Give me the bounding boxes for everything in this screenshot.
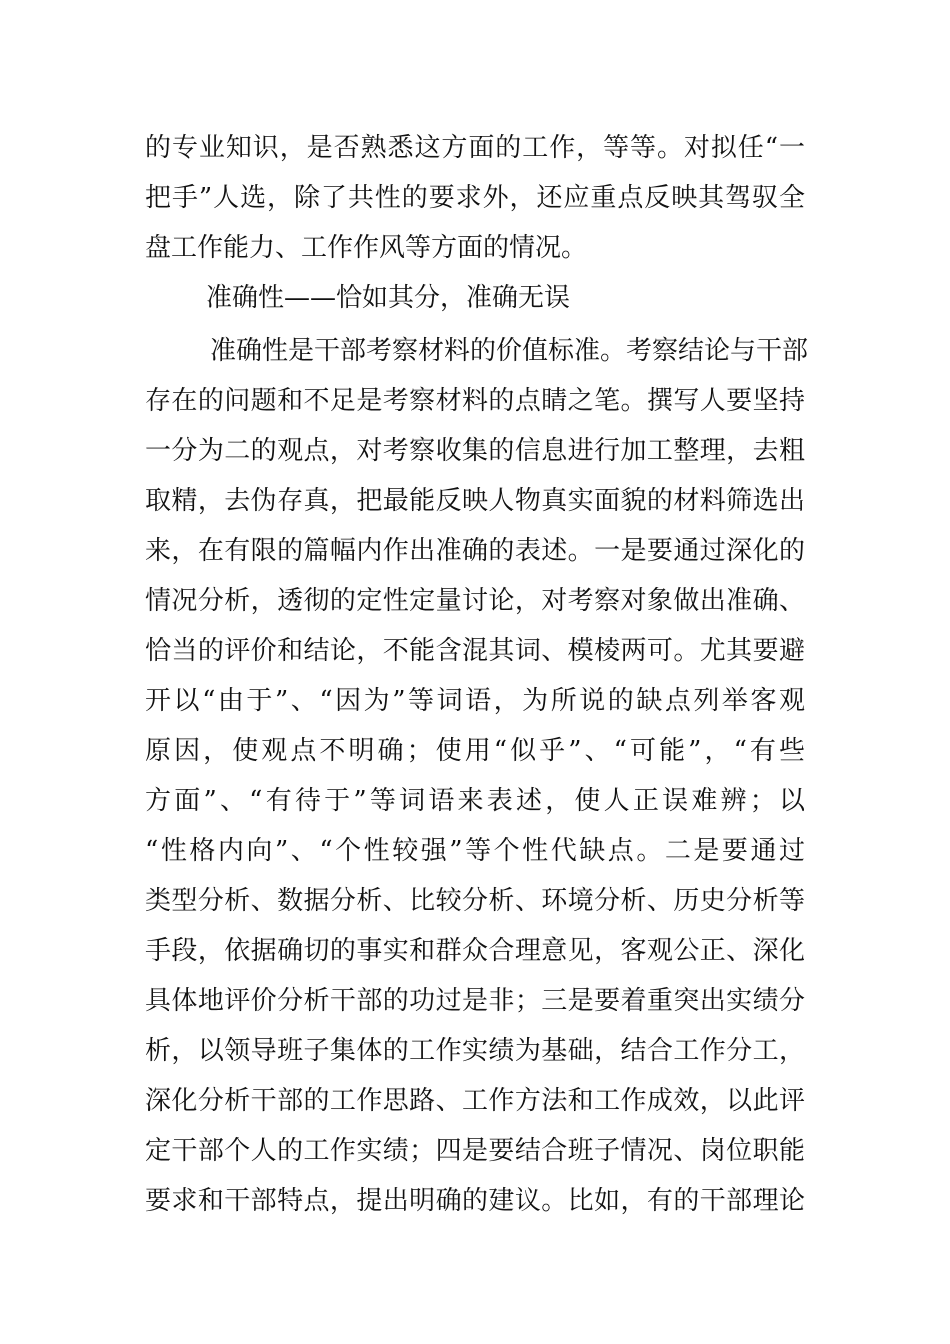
paragraph-line: 一分为二的观点，对考察收集的信息进行加工整理，去粗 <box>145 436 805 466</box>
paragraph-line: 情况分析，透彻的定性定量讨论，对考察对象做出准确、 <box>145 586 805 616</box>
paragraph-line: 开以“由于”、“因为”等词语，为所说的缺点列举客观 <box>145 686 805 716</box>
paragraph-line: 把手”人选，除了共性的要求外，还应重点反映其驾驭全 <box>145 183 805 213</box>
paragraph-line: 类型分析、数据分析、比较分析、环境分析、历史分析等 <box>145 886 805 916</box>
paragraph-line: 析，以领导班子集体的工作实绩为基础，结合工作分工， <box>145 1036 805 1066</box>
paragraph-line: 存在的问题和不足是考察材料的点睛之笔。撰写人要坚持 <box>145 386 805 416</box>
paragraph-line: 深化分析干部的工作思路、工作方法和工作成效，以此评 <box>145 1086 805 1116</box>
paragraph-line: 要求和干部特点，提出明确的建议。比如，有的干部理论 <box>145 1186 805 1216</box>
paragraph-line: “性格内向”、“个性较强”等个性代缺点。二是要通过 <box>145 836 805 866</box>
paragraph-line: 恰当的评价和结论，不能含混其词、模棱两可。尤其要避 <box>145 636 805 666</box>
paragraph-line: 来，在有限的篇幅内作出准确的表述。一是要通过深化的 <box>145 536 805 566</box>
paragraph-line: 盘工作能力、工作作风等方面的情况。 <box>145 233 588 263</box>
paragraph-line: 取精，去伪存真，把最能反映人物真实面貌的材料筛选出 <box>145 486 805 516</box>
paragraph-line: 具体地评价分析干部的功过是非；三是要着重突出实绩分 <box>145 986 805 1016</box>
paragraph-line: 原因，使观点不明确；使用“似乎”、“可能”，“有些 <box>145 736 805 766</box>
paragraph-line: 准确性是干部考察材料的价值标准。考察结论与干部 <box>210 336 809 366</box>
paragraph-line: 的专业知识，是否熟悉这方面的工作，等等。对拟任“一 <box>145 133 805 163</box>
paragraph-line: 手段，依据确切的事实和群众合理意见，客观公正、深化 <box>145 936 805 966</box>
section-heading: 准确性——恰如其分，准确无误 <box>206 283 571 313</box>
paragraph-line: 定干部个人的工作实绩；四是要结合班子情况、岗位职能 <box>145 1136 805 1166</box>
paragraph-line: 方面”、“有待于”等词语来表述，使人正误难辨；以 <box>145 786 805 816</box>
